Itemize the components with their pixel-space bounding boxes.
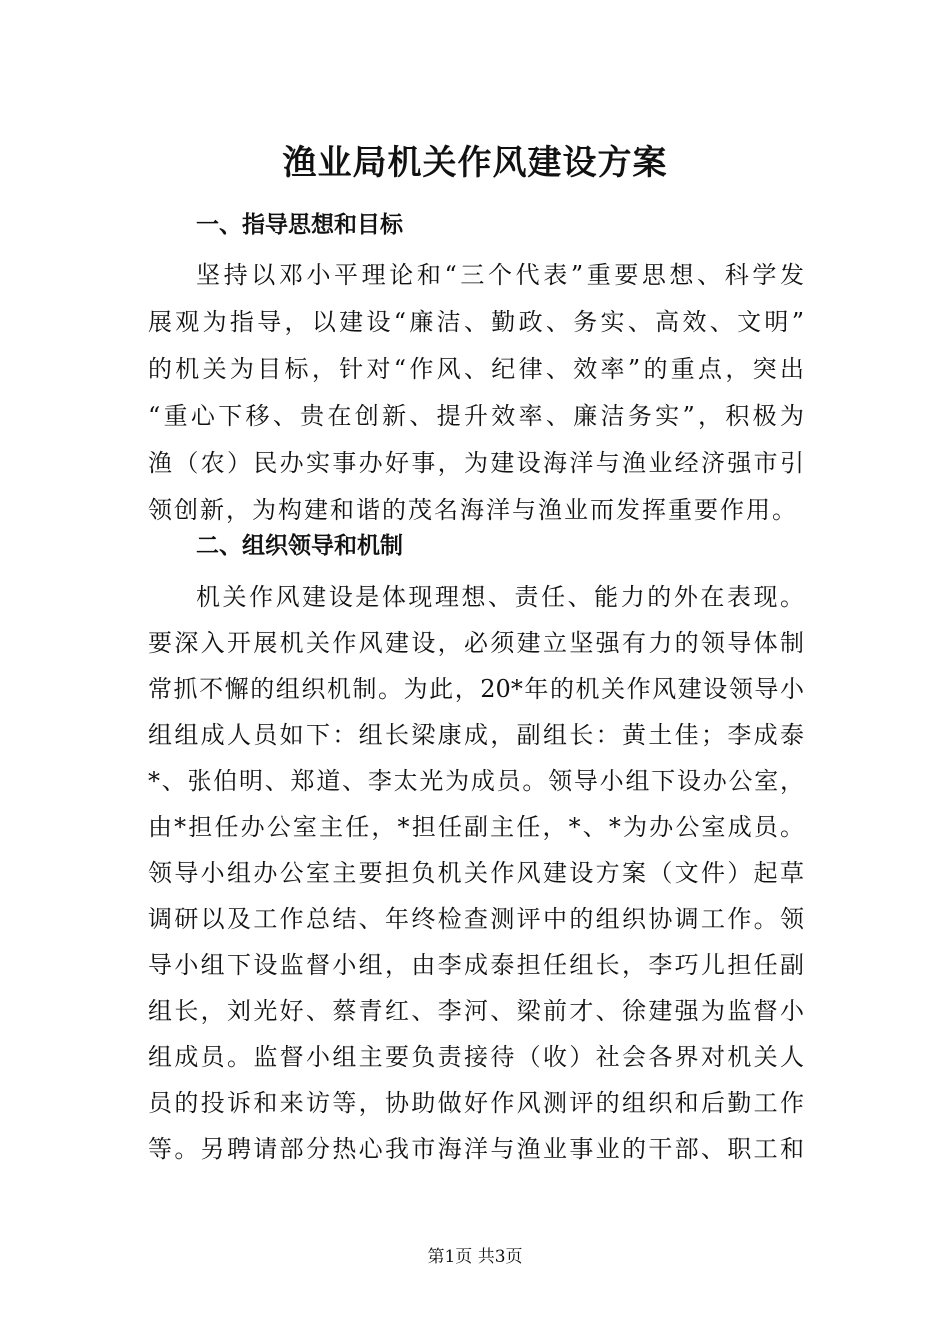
paragraph-line: 组成员。监督小组主要负责接待（收）社会各界对机关人 (148, 1043, 804, 1071)
paragraph-line: 要深入开展机关作风建设，必须建立坚强有力的领导体制 (148, 629, 804, 657)
paragraph-line: *、张伯明、郑道、李太光为成员。领导小组下设办公室， (148, 767, 804, 795)
paragraph-line: “重心下移、贵在创新、提升效率、廉洁务实”，积极为 (148, 402, 804, 430)
page-footer: 第1页 共3页 (427, 1247, 523, 1267)
paragraph-line: 调研以及工作总结、年终检查测评中的组织协调工作。领 (148, 905, 804, 933)
paragraph-line: 的机关为目标，针对“作风、纪律、效率”的重点，突出 (148, 355, 804, 383)
paragraph-line: 领导小组办公室主要担负机关作风建设方案（文件）起草 (148, 859, 804, 887)
paragraph-line: 展观为指导，以建设“廉洁、勤政、务实、高效、文明” (148, 308, 804, 336)
section-heading-2: 二、组织领导和机制 (196, 533, 403, 559)
paragraph-line: 渔（农）民办实事办好事，为建设海洋与渔业经济强市引 (148, 449, 804, 477)
paragraph-line: 领创新，为构建和谐的茂名海洋与渔业而发挥重要作用。 (148, 496, 798, 524)
document-title: 渔业局机关作风建设方案 (282, 143, 668, 183)
paragraph-line: 组组成人员如下：组长梁康成，副组长：黄土佳；李成泰 (148, 721, 804, 749)
paragraph-line: 组长，刘光好、蔡青红、李河、梁前才、徐建强为监督小 (148, 997, 804, 1025)
paragraph-line: 机关作风建设是体现理想、责任、能力的外在表现。 (196, 583, 804, 611)
paragraph-line: 员的投诉和来访等，协助做好作风测评的组织和后勤工作 (148, 1089, 804, 1117)
paragraph-line: 等。另聘请部分热心我市海洋与渔业事业的干部、职工和 (148, 1135, 804, 1163)
paragraph-line: 导小组下设监督小组，由李成泰担任组长，李巧儿担任副 (148, 951, 804, 979)
paragraph-line: 坚持以邓小平理论和“三个代表”重要思想、科学发 (196, 261, 804, 289)
section-heading-1: 一、指导思想和目标 (196, 212, 403, 238)
paragraph-line: 常抓不懈的组织机制。为此，20*年的机关作风建设领导小 (148, 675, 804, 703)
paragraph-line: 由*担任办公室主任，*担任副主任，*、*为办公室成员。 (148, 813, 804, 841)
